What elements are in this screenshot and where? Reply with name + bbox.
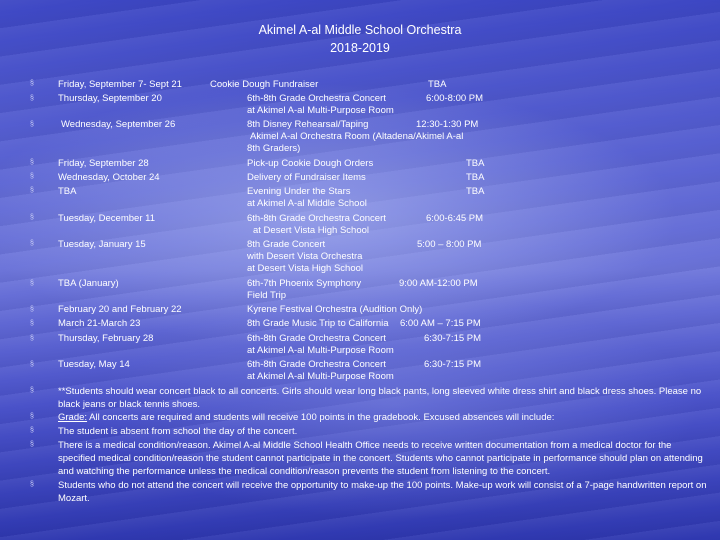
- event-name: 6th-8th Grade Orchestra Concert: [247, 213, 386, 224]
- absent-note: The student is absent from school the day of the concert.: [58, 426, 298, 437]
- event-date: Tuesday, January 15: [58, 239, 146, 250]
- event-date: Thursday, February 28: [58, 333, 154, 344]
- event-date: TBA: [58, 186, 77, 197]
- bullet-icon: §: [30, 173, 34, 180]
- event-location: at Akimel A-al Multi-Purpose Room: [247, 371, 394, 382]
- event-location: at Akimel A-al Multi-Purpose Room: [247, 105, 394, 116]
- event-time: 6:00-6:45 PM: [426, 213, 484, 224]
- event-time: TBA: [466, 172, 485, 183]
- event-location: Akimel A-al Orchestra Room (Altadena/Akimel A-al: [250, 131, 464, 142]
- event-date: Thursday, September 20: [58, 93, 162, 104]
- bullet-icon: §: [30, 320, 34, 327]
- event-name: Delivery of Fundraiser Items: [247, 172, 366, 183]
- event-location: at Akimel A-al Middle School: [247, 198, 367, 209]
- event-name: 6th-8th Grade Orchestra Concert: [247, 333, 386, 344]
- event-time: 6:30-7:15 PM: [424, 333, 482, 344]
- event-time: 9:00 AM-12:00 PM: [399, 278, 478, 289]
- event-time: 6:30-7:15 PM: [424, 359, 482, 370]
- event-date: Wednesday, October 24: [58, 172, 160, 183]
- event-location: with Desert Vista Orchestra: [247, 251, 363, 262]
- bullet-icon: §: [30, 441, 34, 448]
- event-name: Evening Under the Stars: [247, 186, 351, 197]
- bullet-icon: §: [30, 361, 34, 368]
- event-date: Tuesday, December 11: [58, 213, 155, 224]
- event-name: Cookie Dough Fundraiser: [210, 79, 319, 90]
- event-location: 8th Graders): [247, 143, 301, 154]
- event-name: 8th Grade Concert: [247, 239, 326, 250]
- event-location: at Akimel A-al Multi-Purpose Room: [247, 345, 394, 356]
- event-name: Kyrene Festival Orchestra (Audition Only): [247, 304, 423, 315]
- event-name: 6th-8th Grade Orchestra Concert: [247, 93, 386, 104]
- event-time: 6:00 AM – 7:15 PM: [400, 318, 481, 329]
- event-name: 8th Disney Rehearsal/Taping: [247, 119, 369, 130]
- medical-note: There is a medical condition/reason. Akimel A-al Middle School Health Office needs to receive written documentation from a medical doctor for the specified medical condition/reason the student cannot participate in the concert. Students who cannot participate in performance should plan on attending and watching the performance unless the medical condition/reason prevents the student from listening to the concert.: [58, 440, 703, 477]
- event-date: Friday, September 7- Sept 21: [58, 79, 182, 90]
- bullet-icon: §: [30, 187, 34, 194]
- bullet-icon: §: [30, 159, 34, 166]
- grade-text: All concerts are required and students will receive 100 points in the gradebook. Excused absences will include:: [87, 412, 555, 423]
- bullet-icon: §: [30, 427, 34, 434]
- event-name: 6th-8th Grade Orchestra Concert: [247, 359, 386, 370]
- bullet-icon: §: [30, 214, 34, 221]
- bullet-icon: §: [30, 121, 34, 128]
- event-date: Wednesday, September 26: [61, 119, 176, 130]
- bullet-icon: §: [30, 280, 34, 287]
- bullet-icon: §: [30, 413, 34, 420]
- page-subtitle: 2018-2019: [330, 41, 390, 55]
- event-time: 5:00 – 8:00 PM: [417, 239, 482, 250]
- bullet-icon: §: [30, 240, 34, 247]
- page-title: Akimel A-al Middle School Orchestra: [258, 23, 462, 37]
- bullet-icon: §: [30, 481, 34, 488]
- event-time: TBA: [466, 186, 485, 197]
- event-location: at Desert Vista High School: [247, 263, 363, 274]
- event-date: February 20 and February 22: [58, 304, 182, 315]
- event-time: TBA: [428, 79, 447, 90]
- bullet-icon: §: [30, 387, 34, 394]
- event-name: Pick-up Cookie Dough Orders: [247, 158, 374, 169]
- dress-code-note: **Students should wear concert black to all concerts. Girls should wear long black pants, long sleeved white dress shirt and black dress shoes. Please no black jeans or black tennis shoes.: [58, 386, 702, 410]
- event-time: TBA: [466, 158, 485, 169]
- event-location: Field Trip: [247, 290, 287, 301]
- bullet-icon: §: [30, 80, 34, 87]
- event-date: Tuesday, May 14: [58, 359, 130, 370]
- bullet-icon: §: [30, 335, 34, 342]
- event-date: TBA (January): [58, 278, 119, 289]
- makeup-note: Students who do not attend the concert will receive the opportunity to make-up the 100 points. Make-up work will consist of a 7-page handwritten report on Mozart.: [58, 480, 707, 504]
- event-time: 6:00-8:00 PM: [426, 93, 484, 104]
- event-date: Friday, September 28: [58, 158, 149, 169]
- event-date: March 21-March 23: [58, 318, 141, 329]
- event-time: 12:30-1:30 PM: [416, 119, 479, 130]
- bullet-icon: §: [30, 95, 34, 102]
- event-name: 8th Grade Music Trip to California: [247, 318, 389, 329]
- event-name: 6th-7th Phoenix Symphony: [247, 278, 362, 289]
- bullet-icon: §: [30, 306, 34, 313]
- grade-label: Grade:: [58, 412, 88, 423]
- event-location: at Desert Vista High School: [253, 225, 369, 236]
- grade-note: [58, 411, 708, 424]
